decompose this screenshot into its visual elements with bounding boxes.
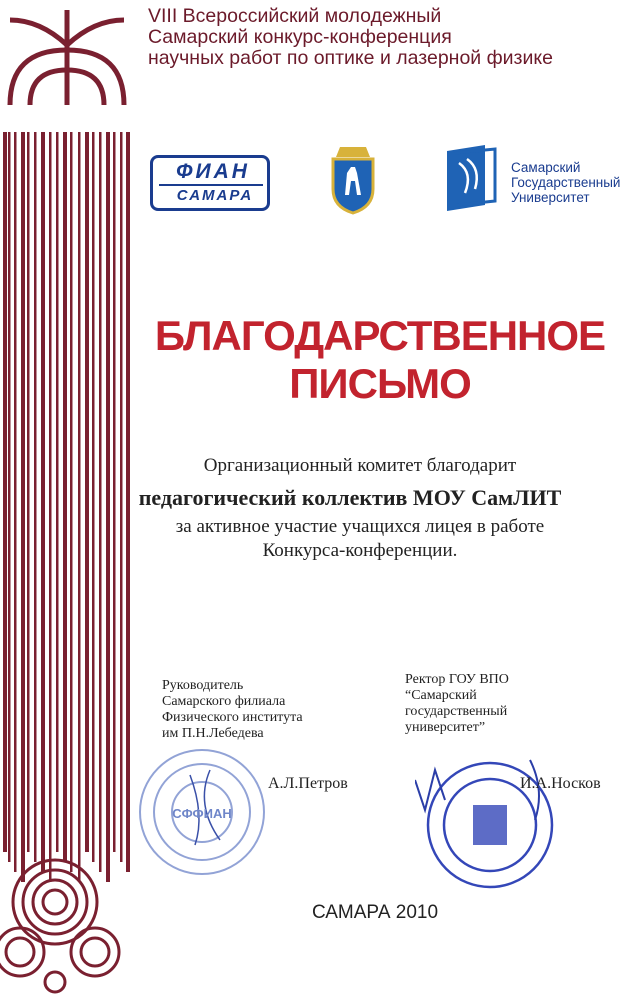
university-line: Государственный	[511, 175, 620, 190]
left-signatory-title	[162, 678, 303, 742]
stripe	[41, 132, 45, 872]
stripe	[14, 132, 17, 872]
university-line: Университет	[511, 190, 590, 205]
body-intro: Организационный комитет благодарит	[203, 455, 517, 476]
stripe	[63, 132, 67, 862]
left-signatory-name: А.Л.Петров	[268, 775, 348, 792]
decorative-stripes	[0, 132, 130, 1000]
university-logo-text	[511, 160, 620, 205]
right-signatory-name: И.А.Носков	[520, 775, 601, 792]
header-line: Самарский конкурс-конференция	[148, 26, 452, 48]
stripe	[27, 132, 30, 852]
right-title-line: “Самарский	[405, 688, 477, 703]
coat-of-arms-icon	[328, 143, 378, 215]
stripe	[70, 132, 73, 872]
stripe	[8, 132, 11, 862]
fian-samara-logo	[150, 155, 270, 211]
right-stamp	[415, 750, 565, 890]
right-title-line: Ректор ГОУ ВПО	[405, 672, 509, 687]
left-title-line: Самарского филиала	[162, 694, 286, 709]
university-line: Самарский	[511, 160, 581, 175]
recipient-name: педагогический коллектив МОУ СамЛИТ	[138, 485, 562, 510]
stripe	[99, 132, 102, 872]
arch-logo	[0, 0, 135, 110]
stripe	[78, 132, 81, 882]
body-reason-end: Конкурса-конференции.	[262, 540, 458, 561]
left-stamp	[135, 745, 270, 880]
fian-logo-bottom: САМАРА	[176, 187, 254, 204]
right-title-line: государственный	[405, 704, 508, 719]
letter-title-line1: БЛАГОДАРСТВЕННОЕ	[154, 312, 606, 359]
stripe	[92, 132, 95, 862]
left-title-line: Физического института	[162, 710, 303, 725]
stripe	[49, 132, 52, 882]
right-signatory-title	[405, 672, 509, 736]
left-title-line: им П.Н.Лебедева	[162, 726, 264, 741]
left-title-line: Руководитель	[162, 678, 244, 693]
stripe	[34, 132, 37, 862]
university-logo-icon	[445, 143, 503, 213]
place-and-year: САМАРА 2010	[311, 902, 439, 923]
stripe	[85, 132, 89, 852]
stripe	[3, 132, 7, 852]
left-stamp-text: СФФИАН	[172, 806, 232, 821]
header-line: научных работ по оптике и лазерной физике	[148, 47, 553, 69]
fian-logo-top: ФИАН	[176, 160, 250, 183]
stripe	[21, 132, 25, 882]
conference-header	[148, 6, 608, 69]
stripe	[56, 132, 59, 852]
right-title-line: университет”	[405, 720, 486, 735]
letter-title-line2: ПИСЬМО	[289, 360, 471, 407]
body-reason: за активное участие учащихся лицея в работе	[175, 516, 545, 537]
header-line: VIII Всероссийский молодежный	[148, 5, 442, 27]
